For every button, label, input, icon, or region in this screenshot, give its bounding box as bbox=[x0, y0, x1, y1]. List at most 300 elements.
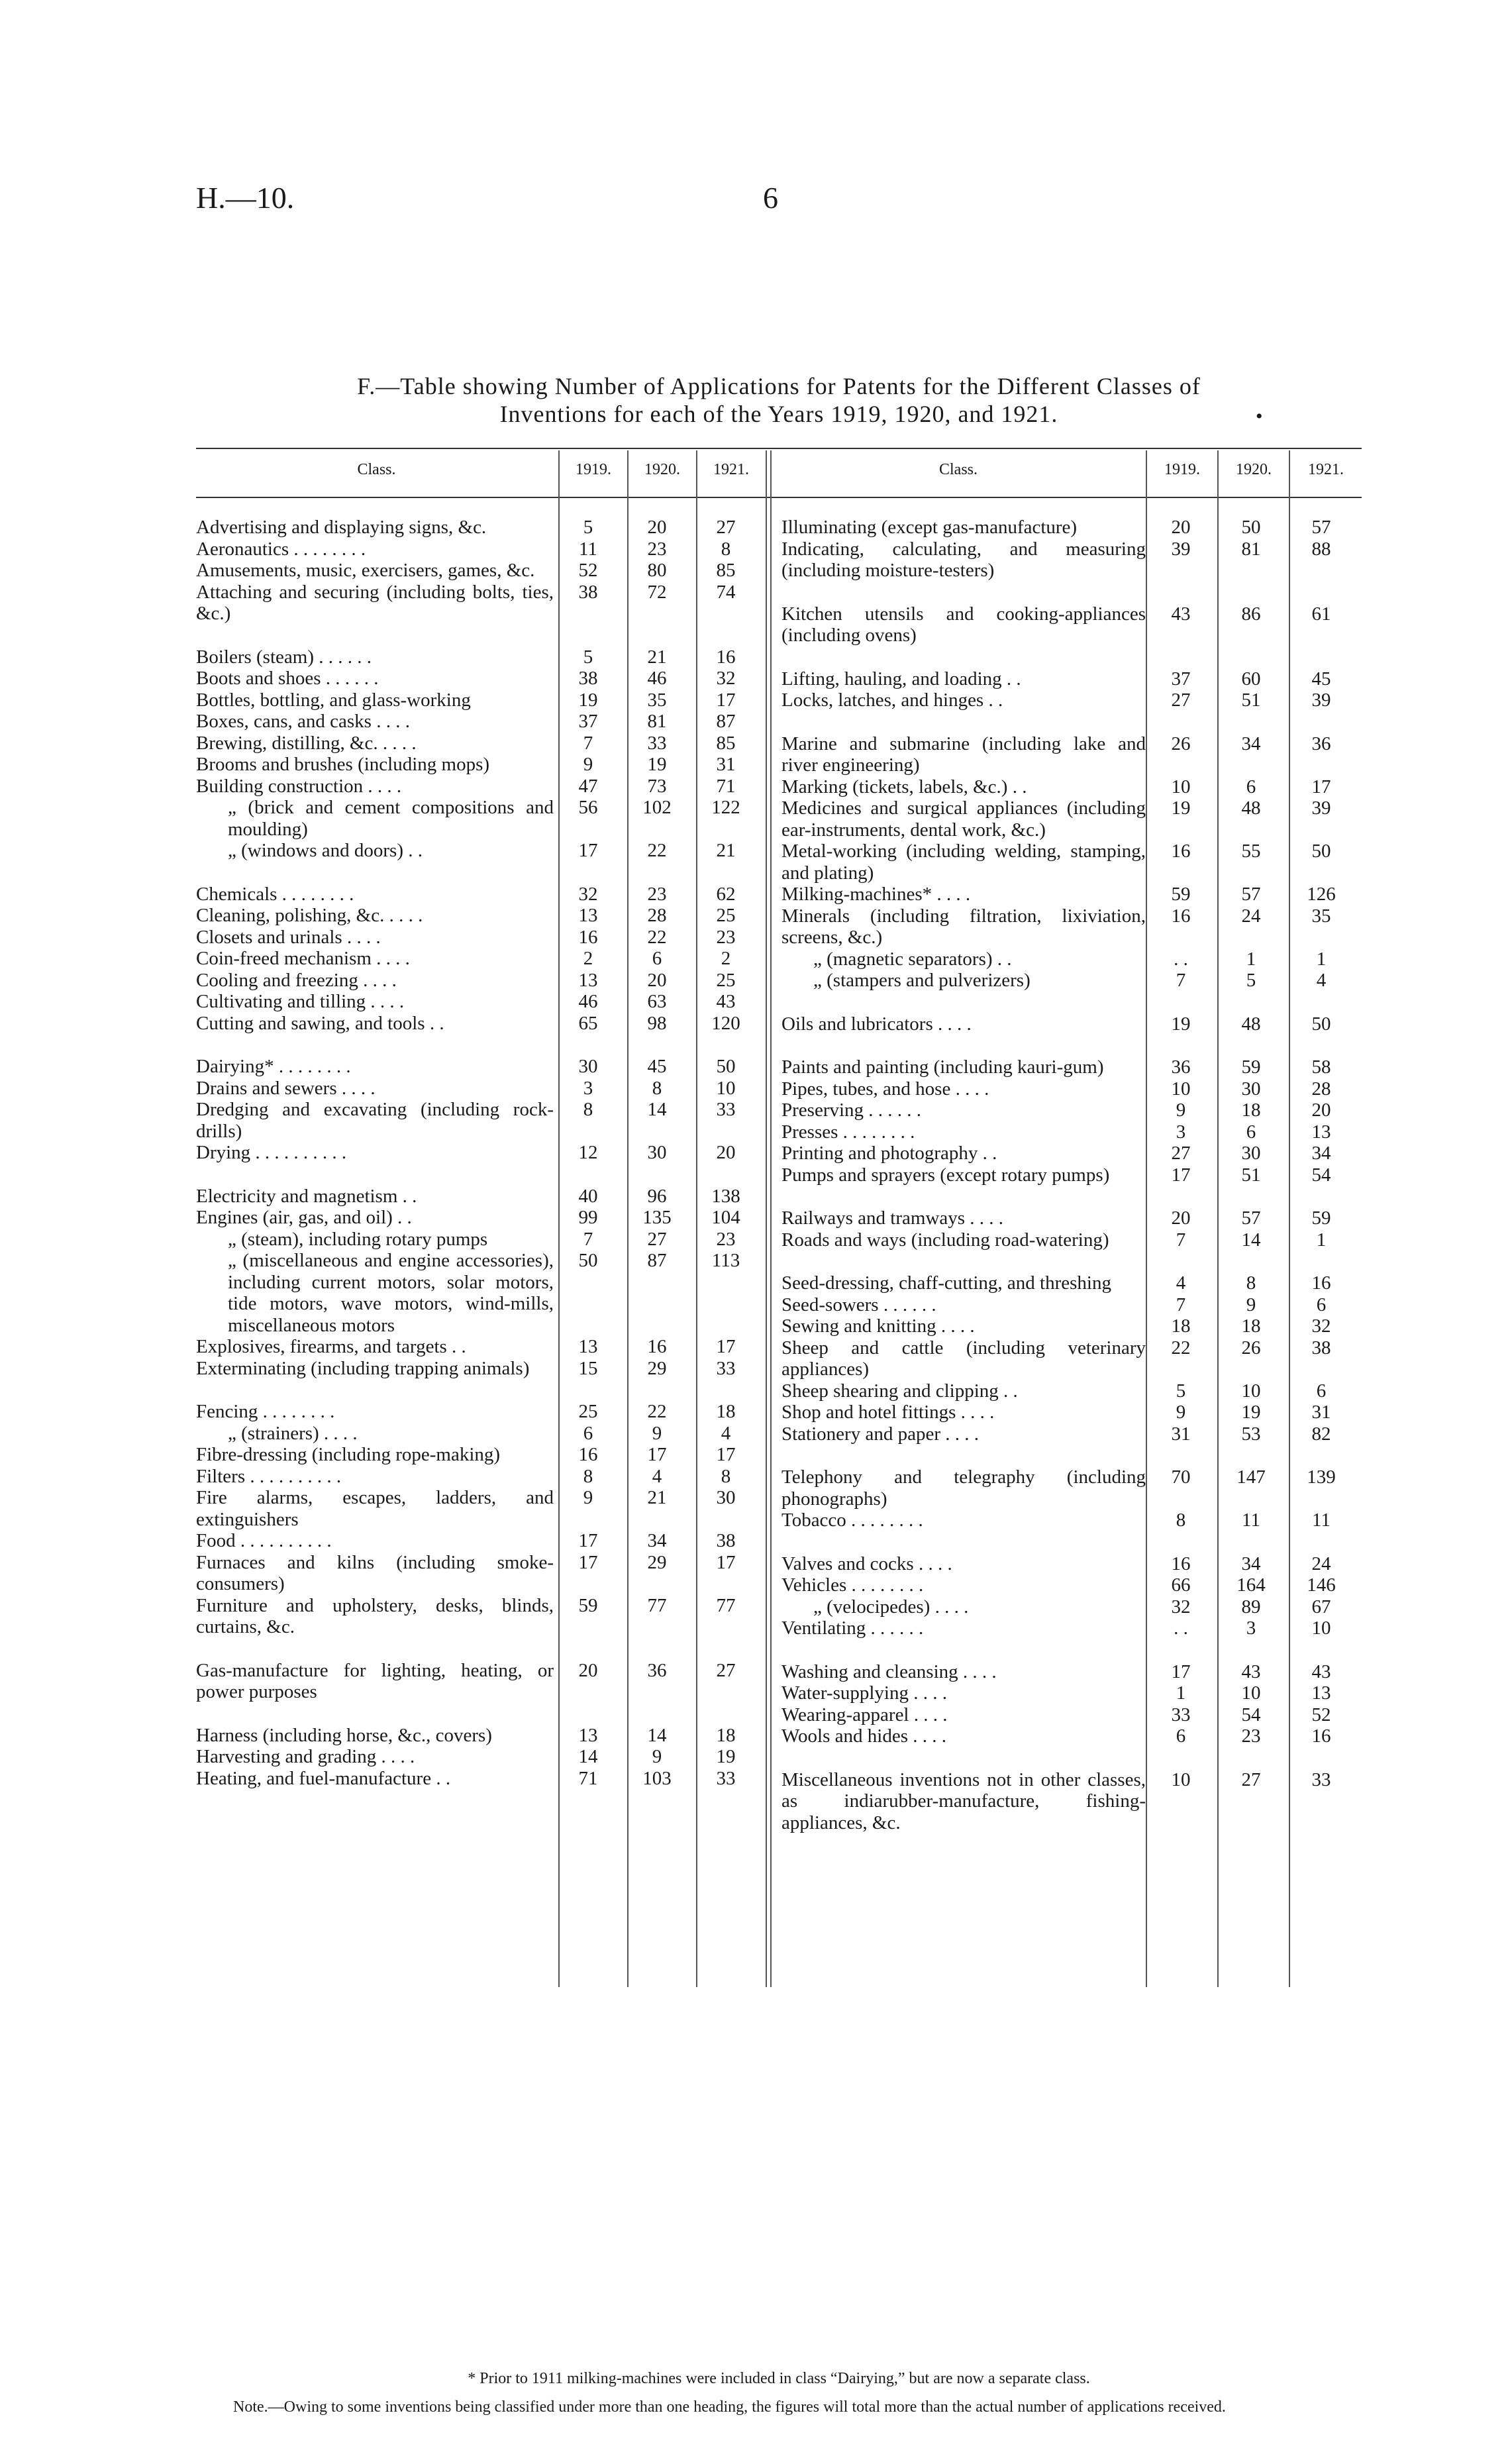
table-row bbox=[781, 776, 1356, 798]
value-1919: 46 bbox=[578, 991, 598, 1012]
value-1919: 7 bbox=[1176, 1229, 1186, 1251]
table-row bbox=[196, 970, 760, 992]
value-1919: 38 bbox=[578, 668, 598, 689]
value-1921: 88 bbox=[1311, 538, 1331, 560]
table-row bbox=[196, 840, 760, 862]
table-row bbox=[781, 1078, 1356, 1100]
value-1921: 20 bbox=[716, 1142, 736, 1163]
value-1921: 10 bbox=[716, 1077, 736, 1099]
value-1921: 16 bbox=[716, 646, 736, 668]
table-row bbox=[781, 1704, 1356, 1726]
value-1920: 103 bbox=[642, 1767, 672, 1789]
table-row bbox=[781, 603, 1356, 646]
value-1921: 43 bbox=[1311, 1661, 1331, 1682]
left-1919-header: 1919. bbox=[576, 461, 611, 478]
value-1920: 10 bbox=[1241, 1682, 1261, 1704]
value-1919: 13 bbox=[578, 905, 598, 926]
table-row bbox=[781, 1143, 1356, 1164]
value-1920: 77 bbox=[647, 1594, 667, 1616]
value-1919: 32 bbox=[578, 883, 598, 905]
value-1920: 48 bbox=[1241, 797, 1261, 819]
table-row bbox=[196, 560, 760, 582]
table-row bbox=[781, 1229, 1356, 1251]
class-cell: Water-supplying . . . . bbox=[781, 1682, 947, 1704]
value-1919: 19 bbox=[1171, 1013, 1191, 1035]
value-1921: 23 bbox=[716, 926, 736, 948]
class-cell: Printing and photography . . bbox=[781, 1143, 997, 1164]
value-1920: 6 bbox=[1246, 1121, 1256, 1143]
value-1920: 26 bbox=[1241, 1337, 1261, 1359]
value-1920: 24 bbox=[1241, 905, 1261, 927]
value-1920: 10 bbox=[1241, 1380, 1261, 1402]
value-1921: 61 bbox=[1311, 603, 1331, 625]
table-title bbox=[196, 372, 1362, 428]
value-1919: 71 bbox=[578, 1767, 598, 1789]
value-1920: 50 bbox=[1241, 517, 1261, 538]
class-cell: Sheep shearing and clipping . . bbox=[781, 1380, 1018, 1402]
value-1920: 3 bbox=[1246, 1617, 1256, 1639]
value-1919: 19 bbox=[578, 689, 598, 711]
table-row bbox=[196, 1725, 760, 1747]
value-1921: 17 bbox=[716, 689, 736, 711]
class-cell: Drying . . . . . . . . . . bbox=[196, 1142, 347, 1163]
value-1920: 80 bbox=[647, 560, 667, 581]
class-cell: Cooling and freezing . . . . bbox=[196, 969, 397, 991]
value-1920: 14 bbox=[647, 1099, 667, 1120]
table-row bbox=[196, 690, 760, 711]
section-gap bbox=[781, 1531, 1356, 1553]
class-cell: Coin-freed mechanism . . . . bbox=[196, 948, 410, 969]
table-row bbox=[781, 1661, 1356, 1683]
value-1919: 27 bbox=[1171, 1143, 1191, 1164]
class-cell: Electricity and magnetism . . bbox=[196, 1185, 417, 1207]
value-1920: 34 bbox=[1241, 1553, 1261, 1574]
table-row bbox=[196, 668, 760, 690]
value-1920: 35 bbox=[647, 689, 667, 711]
class-cell: Minerals (including filtration, lixiviation, screens, &c.) bbox=[781, 905, 1146, 948]
value-1921: 113 bbox=[711, 1250, 740, 1271]
class-cell: Pumps and sprayers (except rotary pumps) bbox=[781, 1164, 1110, 1186]
value-1920: 29 bbox=[647, 1551, 667, 1573]
class-cell: Chemicals . . . . . . . . bbox=[196, 883, 354, 905]
value-1919: 47 bbox=[578, 775, 598, 797]
class-cell: Brewing, distilling, &c. . . . . bbox=[196, 732, 417, 754]
value-1920: 14 bbox=[1241, 1229, 1261, 1251]
value-1921: 126 bbox=[1307, 884, 1336, 905]
value-1920: 23 bbox=[1241, 1725, 1261, 1747]
value-1919: 70 bbox=[1171, 1466, 1191, 1488]
class-cell: Harness (including horse, &c., covers) bbox=[196, 1724, 492, 1746]
table-row bbox=[781, 1013, 1356, 1035]
class-cell: Indicating, calculating, and measuring (including moisture-testers) bbox=[781, 538, 1146, 581]
left-1920-header: 1920. bbox=[644, 461, 680, 478]
value-1921: 43 bbox=[716, 991, 736, 1012]
right-1920-header: 1920. bbox=[1236, 461, 1272, 478]
value-1921: 2 bbox=[721, 948, 731, 969]
class-cell: Fire alarms, escapes, ladders, and extinguishers bbox=[196, 1487, 554, 1530]
value-1919: 14 bbox=[578, 1746, 598, 1767]
class-cell: Seed-sowers . . . . . . bbox=[781, 1294, 936, 1315]
table-row bbox=[196, 582, 760, 625]
value-1921: 52 bbox=[1311, 1704, 1331, 1725]
table-row bbox=[781, 1769, 1356, 1834]
value-1920: 6 bbox=[1246, 776, 1256, 797]
table-row bbox=[781, 1272, 1356, 1294]
value-1921: 8 bbox=[721, 538, 731, 560]
value-1919: 13 bbox=[578, 969, 598, 991]
class-cell: Lifting, hauling, and loading . . bbox=[781, 668, 1021, 690]
value-1921: 4 bbox=[1316, 970, 1327, 991]
value-1920: 28 bbox=[647, 905, 667, 926]
section-gap bbox=[781, 992, 1356, 1013]
section-gap bbox=[196, 1379, 760, 1401]
left-table-body bbox=[196, 517, 760, 1789]
class-cell: Telephony and telegraphy (including phonographs) bbox=[781, 1466, 1146, 1510]
right-table-body bbox=[781, 517, 1356, 1833]
value-1920: 22 bbox=[647, 840, 667, 861]
value-1921: 32 bbox=[1311, 1315, 1331, 1337]
value-1919: 17 bbox=[578, 1551, 598, 1573]
class-cell: Heating, and fuel-manufacture . . bbox=[196, 1767, 451, 1789]
class-cell: Cutting and sawing, and tools . . bbox=[196, 1012, 444, 1034]
table-row bbox=[196, 1552, 760, 1595]
class-cell: Aeronautics . . . . . . . . bbox=[196, 538, 366, 560]
section-gap bbox=[196, 1164, 760, 1186]
value-1920: 30 bbox=[1241, 1078, 1261, 1100]
section-gap bbox=[781, 1251, 1356, 1272]
value-1921: 67 bbox=[1311, 1596, 1331, 1617]
section-gap bbox=[781, 1035, 1356, 1056]
value-1920: 21 bbox=[647, 646, 667, 668]
value-1920: 22 bbox=[647, 926, 667, 948]
value-1920: 21 bbox=[647, 1487, 667, 1508]
value-1920: 4 bbox=[652, 1465, 662, 1487]
value-1919: 9 bbox=[1176, 1402, 1186, 1423]
value-1920: 102 bbox=[642, 797, 672, 818]
value-1921: 30 bbox=[716, 1487, 736, 1508]
value-1921: 57 bbox=[1311, 517, 1331, 538]
value-1920: 6 bbox=[652, 948, 662, 969]
value-1920: 14 bbox=[647, 1724, 667, 1746]
table-row bbox=[781, 1510, 1356, 1531]
table-row bbox=[196, 754, 760, 776]
value-1919: 31 bbox=[1171, 1423, 1191, 1445]
value-1920: 34 bbox=[1241, 733, 1261, 754]
value-1919: 16 bbox=[578, 1444, 598, 1465]
class-cell: Milking-machines* . . . . bbox=[781, 884, 971, 905]
value-1921: 38 bbox=[1311, 1337, 1331, 1359]
class-cell: Bottles, bottling, and glass-working bbox=[196, 689, 471, 711]
class-cell: Ventilating . . . . . . bbox=[781, 1617, 924, 1639]
table-row bbox=[196, 1444, 760, 1466]
value-1920: 30 bbox=[1241, 1143, 1261, 1164]
class-cell: Dairying* . . . . . . . . bbox=[196, 1056, 351, 1077]
class-cell: Vehicles . . . . . . . . bbox=[781, 1574, 924, 1596]
section-gap bbox=[196, 1034, 760, 1056]
value-1920: 57 bbox=[1241, 1207, 1261, 1229]
value-1921: 4 bbox=[721, 1422, 731, 1444]
section-gap bbox=[781, 582, 1356, 603]
value-1920: 27 bbox=[647, 1228, 667, 1250]
page-number: 6 bbox=[763, 181, 778, 215]
table-row bbox=[196, 1660, 760, 1703]
value-1919: 99 bbox=[578, 1207, 598, 1228]
value-1921: 16 bbox=[1311, 1272, 1331, 1294]
value-1919: 9 bbox=[583, 754, 593, 775]
footnote: * Prior to 1911 milking-machines were included in class “Dairying,” but are now a separate class. bbox=[468, 2370, 1090, 2387]
class-cell: Pipes, tubes, and hose . . . . bbox=[781, 1078, 989, 1100]
right-class-header: Class. bbox=[938, 461, 978, 478]
table-row bbox=[196, 733, 760, 754]
value-1921: 20 bbox=[1311, 1100, 1331, 1121]
value-1919: 4 bbox=[1176, 1272, 1186, 1294]
value-1919: 16 bbox=[1171, 905, 1191, 927]
value-1920: 8 bbox=[652, 1077, 662, 1099]
value-1921: 54 bbox=[1311, 1164, 1331, 1186]
value-1919: 59 bbox=[1171, 884, 1191, 905]
value-1921: 34 bbox=[1311, 1143, 1331, 1164]
value-1919: 27 bbox=[1171, 690, 1191, 711]
class-cell: Engines (air, gas, and oil) . . bbox=[196, 1207, 412, 1228]
value-1920: 86 bbox=[1241, 603, 1261, 625]
table-row bbox=[781, 517, 1356, 539]
table-row bbox=[781, 1466, 1356, 1510]
table-row bbox=[196, 1056, 760, 1078]
class-cell: Filters . . . . . . . . . . bbox=[196, 1465, 342, 1487]
class-cell: Harvesting and grading . . . . bbox=[196, 1746, 415, 1767]
value-1919: 37 bbox=[578, 711, 598, 732]
table-row bbox=[781, 1100, 1356, 1121]
value-1920: 81 bbox=[1241, 538, 1261, 560]
class-cell: Attaching and securing (including bolts, ties, &c.) bbox=[196, 581, 554, 624]
value-1921: 59 bbox=[1311, 1207, 1331, 1229]
table-row bbox=[196, 1250, 760, 1336]
value-1920: 60 bbox=[1241, 668, 1261, 690]
table-row bbox=[196, 927, 760, 949]
value-1920: 34 bbox=[647, 1530, 667, 1551]
value-1921: 1 bbox=[1316, 1229, 1327, 1251]
table-row bbox=[781, 1164, 1356, 1186]
value-1921: 31 bbox=[716, 754, 736, 775]
value-1919: 7 bbox=[1176, 970, 1186, 991]
class-cell: Paints and painting (including kauri-gum) bbox=[781, 1056, 1104, 1078]
class-cell: Cleaning, polishing, &c. . . . . bbox=[196, 905, 423, 926]
class-cell: „ (velocipedes) . . . . bbox=[813, 1596, 969, 1617]
table-row bbox=[196, 517, 760, 539]
value-1919: . . bbox=[1174, 948, 1188, 970]
value-1921: 120 bbox=[711, 1012, 740, 1034]
table-row bbox=[781, 841, 1356, 884]
value-1919: 20 bbox=[578, 1659, 598, 1681]
right-1919-header: 1919. bbox=[1164, 461, 1200, 478]
table-row bbox=[196, 1487, 760, 1530]
value-1920: 23 bbox=[647, 883, 667, 905]
value-1919: 26 bbox=[1171, 733, 1191, 754]
table-row bbox=[196, 1595, 760, 1638]
table-row bbox=[196, 1336, 760, 1358]
value-1919: 3 bbox=[583, 1077, 593, 1099]
value-1921: 139 bbox=[1307, 1466, 1336, 1488]
section-gap bbox=[196, 1638, 760, 1660]
class-cell: Railways and tramways . . . . bbox=[781, 1207, 1004, 1229]
value-1920: 23 bbox=[647, 538, 667, 560]
value-1919: 18 bbox=[1171, 1315, 1191, 1337]
value-1920: 18 bbox=[1241, 1100, 1261, 1121]
table-row bbox=[781, 1056, 1356, 1078]
value-1919: 6 bbox=[1176, 1725, 1186, 1747]
value-1919: 59 bbox=[578, 1594, 598, 1616]
value-1920: 147 bbox=[1236, 1466, 1266, 1488]
table-row bbox=[196, 991, 760, 1013]
value-1921: 74 bbox=[716, 581, 736, 603]
class-cell: Dredging and excavating (including rock-drills) bbox=[196, 1099, 554, 1142]
value-1919: 2 bbox=[583, 948, 593, 969]
value-1921: 104 bbox=[711, 1207, 740, 1228]
value-1920: 98 bbox=[647, 1012, 667, 1034]
value-1919: 16 bbox=[1171, 1553, 1191, 1574]
value-1921: 16 bbox=[1311, 1725, 1331, 1747]
value-1920: 19 bbox=[647, 754, 667, 775]
value-1921: 17 bbox=[716, 1551, 736, 1573]
value-1920: 63 bbox=[647, 991, 667, 1012]
value-1920: 46 bbox=[647, 668, 667, 689]
value-1919: 20 bbox=[1171, 517, 1191, 538]
value-1921: 71 bbox=[716, 775, 736, 797]
class-cell: Building construction . . . . bbox=[196, 775, 402, 797]
class-cell: Kitchen utensils and cooking-appliances (including ovens) bbox=[781, 603, 1146, 646]
value-1921: 1 bbox=[1316, 948, 1327, 970]
table-row bbox=[196, 646, 760, 668]
value-1919: 7 bbox=[583, 1228, 593, 1250]
value-1921: 36 bbox=[1311, 733, 1331, 754]
value-1919: 17 bbox=[578, 840, 598, 861]
class-cell: Wools and hides . . . . bbox=[781, 1725, 946, 1747]
value-1919: 65 bbox=[578, 1012, 598, 1034]
value-1921: 24 bbox=[1311, 1553, 1331, 1574]
value-1921: 13 bbox=[1311, 1121, 1331, 1143]
class-cell: Boilers (steam) . . . . . . bbox=[196, 646, 372, 668]
value-1920: 8 bbox=[1246, 1272, 1256, 1294]
class-cell: „ (windows and doors) . . bbox=[228, 840, 423, 861]
header-bottom-rule bbox=[196, 497, 1362, 498]
value-1919: 20 bbox=[1171, 1207, 1191, 1229]
table-row bbox=[196, 1746, 760, 1768]
value-1921: 33 bbox=[716, 1767, 736, 1789]
class-cell: Medicines and surgical appliances (including ear-instruments, dental work, &c.) bbox=[781, 797, 1146, 841]
value-1919: 56 bbox=[578, 797, 598, 818]
value-1919: 7 bbox=[1176, 1294, 1186, 1315]
value-1921: 33 bbox=[1311, 1769, 1331, 1790]
value-1919: 8 bbox=[583, 1099, 593, 1120]
class-cell: Shop and hotel fittings . . . . bbox=[781, 1402, 995, 1423]
value-1921: 50 bbox=[1311, 841, 1331, 862]
table-row bbox=[196, 776, 760, 797]
table-row bbox=[781, 1294, 1356, 1316]
section-gap bbox=[781, 1639, 1356, 1661]
class-cell: „ (brick and cement compositions and moulding) bbox=[228, 797, 554, 840]
title-mark: • bbox=[1256, 405, 1263, 427]
class-cell: Stationery and paper . . . . bbox=[781, 1423, 979, 1445]
value-1921: 19 bbox=[716, 1746, 736, 1767]
value-1919: 11 bbox=[579, 538, 597, 560]
value-1920: 43 bbox=[1241, 1661, 1261, 1682]
value-1919: 40 bbox=[578, 1185, 598, 1207]
value-1919: 17 bbox=[1171, 1661, 1191, 1682]
class-cell: „ (stampers and pulverizers) bbox=[813, 970, 1031, 991]
value-1919: 5 bbox=[583, 517, 593, 538]
value-1919: 30 bbox=[578, 1056, 598, 1077]
value-1920: 164 bbox=[1236, 1574, 1266, 1596]
table-top-rule bbox=[196, 448, 1362, 449]
class-cell: Seed-dressing, chaff-cutting, and threshing bbox=[781, 1272, 1111, 1294]
class-cell: Sewing and knitting . . . . bbox=[781, 1315, 975, 1337]
class-cell: Gas-manufacture for lighting, heating, or power purposes bbox=[196, 1659, 554, 1702]
value-1921: 146 bbox=[1307, 1574, 1336, 1596]
class-cell: „ (steam), including rotary pumps bbox=[228, 1228, 488, 1250]
class-cell: Exterminating (including trapping animals) bbox=[196, 1357, 530, 1379]
value-1919: 17 bbox=[578, 1530, 598, 1551]
value-1920: 30 bbox=[647, 1142, 667, 1163]
value-1921: 18 bbox=[716, 1401, 736, 1422]
value-1921: 8 bbox=[721, 1465, 731, 1487]
table-row bbox=[196, 905, 760, 927]
value-1921: 13 bbox=[1311, 1682, 1331, 1704]
class-cell: Miscellaneous inventions not in other classes, as indiarubber-manufacture, fishing-appliances, &c. bbox=[781, 1769, 1146, 1833]
value-1921: 6 bbox=[1316, 1294, 1327, 1315]
class-cell: Presses . . . . . . . . bbox=[781, 1121, 915, 1143]
value-1919: 5 bbox=[1176, 1380, 1186, 1402]
value-1920: 11 bbox=[1242, 1510, 1260, 1531]
table-row bbox=[196, 1186, 760, 1207]
table-row bbox=[196, 1530, 760, 1552]
value-1921: 58 bbox=[1311, 1056, 1331, 1078]
value-1919: 10 bbox=[1171, 1769, 1191, 1790]
table-row bbox=[781, 1315, 1356, 1337]
class-cell: Washing and cleansing . . . . bbox=[781, 1661, 997, 1682]
value-1919: 9 bbox=[583, 1487, 593, 1508]
value-1921: 21 bbox=[716, 840, 736, 861]
table-row bbox=[781, 1402, 1356, 1423]
table-row bbox=[196, 539, 760, 560]
section-gap bbox=[781, 1445, 1356, 1466]
value-1920: 87 bbox=[647, 1250, 667, 1271]
section-gap bbox=[781, 711, 1356, 733]
table-row bbox=[196, 884, 760, 905]
class-cell: Tobacco . . . . . . . . bbox=[781, 1510, 923, 1531]
value-1921: 33 bbox=[716, 1357, 736, 1379]
value-1919: 6 bbox=[583, 1422, 593, 1444]
table-row bbox=[196, 1358, 760, 1380]
class-cell: Oils and lubricators . . . . bbox=[781, 1013, 972, 1035]
value-1920: 27 bbox=[1241, 1769, 1261, 1790]
value-1920: 45 bbox=[647, 1056, 667, 1077]
value-1920: 20 bbox=[647, 969, 667, 991]
value-1919: 8 bbox=[1176, 1510, 1186, 1531]
value-1921: 11 bbox=[1312, 1510, 1331, 1531]
table-row bbox=[196, 1142, 760, 1164]
value-1919: 10 bbox=[1171, 1078, 1191, 1100]
table-row bbox=[196, 1423, 760, 1445]
table-row bbox=[196, 1078, 760, 1100]
value-1920: 9 bbox=[652, 1422, 662, 1444]
class-cell: Wearing-apparel . . . . bbox=[781, 1704, 948, 1725]
value-1920: 57 bbox=[1241, 884, 1261, 905]
class-cell: Drains and sewers . . . . bbox=[196, 1077, 376, 1099]
table-row bbox=[781, 1337, 1356, 1380]
table-row bbox=[196, 1466, 760, 1488]
table-row bbox=[781, 1553, 1356, 1575]
class-cell: Furnaces and kilns (including smoke-consumers) bbox=[196, 1551, 554, 1594]
